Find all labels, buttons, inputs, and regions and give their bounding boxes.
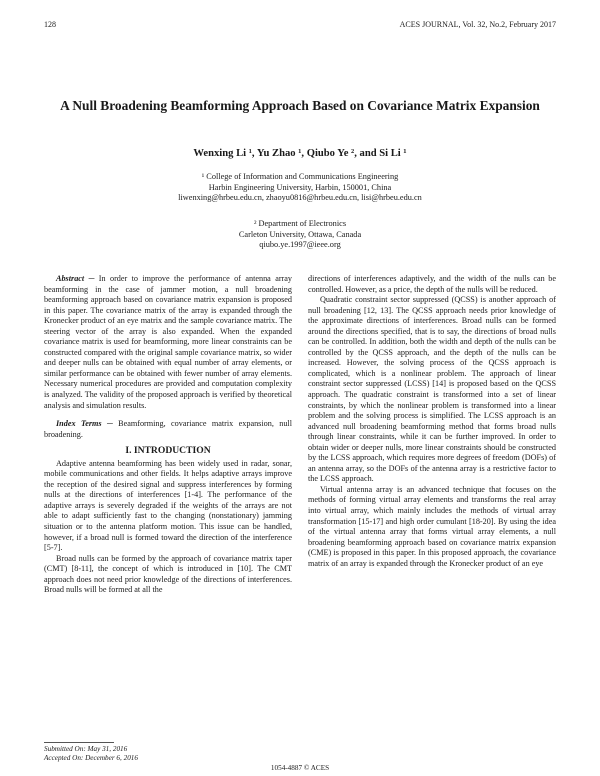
- index-terms-text: Beamforming, covariance matrix expansion, null broadening.: [44, 419, 292, 439]
- affiliation-2-university: Carleton University, Ottawa, Canada: [238, 229, 362, 239]
- accepted-date: Accepted On: December 6, 2016: [44, 754, 138, 762]
- footnote-rule: [44, 742, 114, 743]
- affiliation-2: [60, 219, 540, 251]
- paper-title: A Null Broadening Beamforming Approach Based on Covariance Matrix Expansion: [60, 98, 540, 113]
- affiliation-1-dept: ¹ College of Information and Communications Engineering: [201, 172, 399, 181]
- affiliation-2-dept: ² Department of Electronics: [253, 219, 347, 228]
- issn-line: 1054-4887 © ACES: [270, 764, 330, 772]
- abstract-label: Abstract ─: [56, 274, 95, 283]
- page-number: 128: [44, 20, 56, 29]
- affiliation-1-university: Harbin Engineering University, Harbin, 150001, China: [208, 182, 392, 192]
- submitted-date: Submitted On: May 31, 2016: [44, 745, 128, 753]
- submission-notes: [44, 745, 138, 763]
- intro-paragraph-1: Adaptive antenna beamforming has been widely used in radar, sonar, mobile communications and other fields. It helps adaptive arrays improve the reception of the desired signal and suppress interferences by forming nulls at the directions of interferences [1-4]. The performance of the adaptive arrays is severely degraded if the weights of the arrays are not able to adapt sufficiently fast to the changing (nonstationary) jamming situation or to the antenna platform motion. This issue can be handled, however, if a broad null is formed toward the direction of the interference [5-7].: [44, 458, 292, 553]
- left-column: [44, 274, 292, 596]
- right-column: [308, 274, 556, 569]
- abstract-text: In order to improve the performance of antenna array beamforming in the case of jammer motion, a null broadening beamforming approach based on covariance matrix expansion is proposed in this paper. The covariance matrix of the array is expanded through the Kronecker product of an eye matrix and the sample covariance matrix. The steering vector of the array is also expanded. When the expanded covariance matrix is used for beamforming, more linear constraints can be constructed compared with the original sample covariance matrix, so wider and deeper nulls can be obtained with equal number of array elements, or similar performance can be obtained with fewer number of array elements. Necessary numerical procedures are provided and computation complexity is analyzed. The validity of the proposed approach is verified by theoretical analysis and simulation results.: [44, 274, 293, 410]
- affiliation-1: [60, 172, 540, 204]
- right-paragraph-2: Quadratic constraint sector suppressed (QCSS) is another approach of null broadening [12, 13]. The QCSS approach needs prior knowledge of the approximate directions of interferences. Broad nulls can be formed around the directions specified, that is to say, the directions of broad nulls can be controlled. In addition, both the width and depth of the nulls can be controlled by the QCSS approach, and the depth of the nulls can be increased. However, the solving process of the QCSS approach is complicated, which is a nonlinear problem. The approach of linear constraint sector suppressed (LCSS) [14] is proposed based on the QCSS approach. The quadratic constraint is transformed into a set of linear constraints, by which the nonlinear problem is transformed into a linear problem and the solving process is simplified. The LCSS approach is an advanced null broadening beamforming method that forms broad nulls through linear constraints, while it can be further improved. In order to obtain wider or deeper nulls, more linear constraints should be constructed by the LCSS approach, which requires more degrees of freedom (DOFs) of an antenna array, so the DOFs of the antenna array is a restrictive factor to the LCSS approach.: [308, 295, 556, 484]
- section-heading-introduction: I. INTRODUCTION: [125, 445, 211, 457]
- right-paragraph-3: Virtual antenna array is an advanced technique that focuses on the methods of forming virtual array elements and transforms the real array into virtual array, which mainly includes the methods of virtual array transformation [15-17] and high order cumulant [18-20]. By using the idea of the virtual antenna array that forms virtual array elements, a null broadening beamforming approach based on covariance matrix expansion (CME) is proposed in this paper. In this proposed approach, the covariance matrix of an array is expanded through the Kronecker product of an eye: [308, 484, 556, 568]
- right-paragraph-1: directions of interferences adaptively, and the width of the nulls can be controlled. However, as a price, the depth of the nulls will be reduced.: [308, 274, 556, 294]
- intro-paragraph-2: Broad nulls can be formed by the approach of covariance matrix taper (CMT) [8-11], the concept of which is introduced in [10]. The CMT approach does not need prior knowledge of the directions of interferences. Broad nulls will be formed at all the: [44, 553, 292, 595]
- author-list: Wenxing Li ¹, Yu Zhao ¹, Qiubo Ye ², and Si Li ¹: [193, 148, 407, 159]
- affiliation-1-emails: liwenxing@hrbeu.edu.cn, zhaoyu0816@hrbeu.edu.cn, lisi@hrbeu.edu.cn: [178, 193, 422, 202]
- abstract: [44, 274, 292, 411]
- index-terms-label: Index Terms ─: [56, 419, 113, 429]
- running-header: ACES JOURNAL, Vol. 32, No.2, February 2017: [399, 20, 556, 29]
- index-terms: [44, 419, 292, 440]
- affiliation-2-email: qiubo.ye.1997@ieee.org: [259, 240, 341, 249]
